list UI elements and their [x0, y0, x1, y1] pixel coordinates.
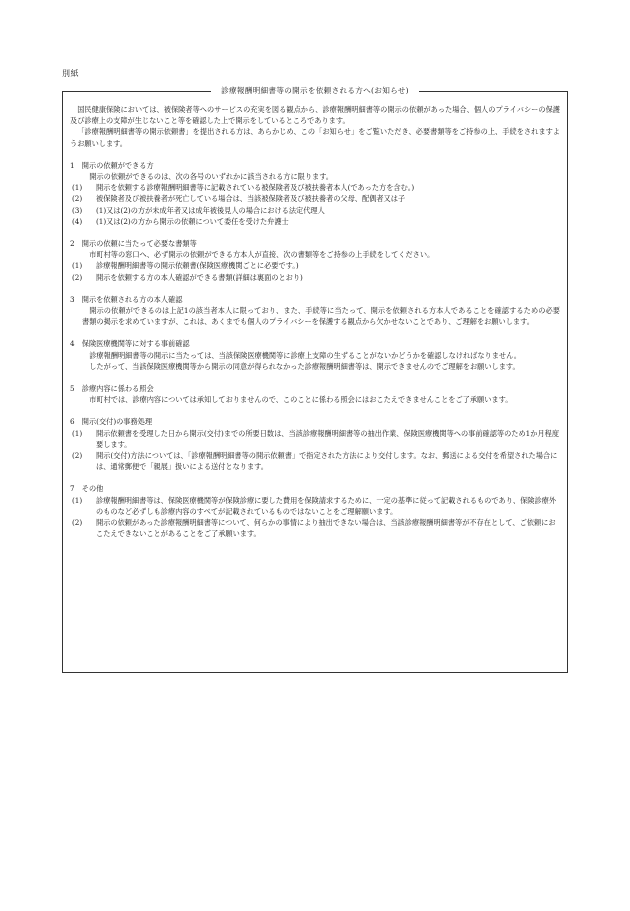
- section-5: [70, 383, 560, 405]
- section-body-text: 市町村等の窓口へ、必ず開示の依頼ができる方本人が直接、次の書類等をご持参の上手続をしてください。: [89, 250, 435, 260]
- section-body-text: 診療報酬明細書等の開示に当たっては、当該保険医療機関等に診療上支障の生ずることがないかどうかを確認しなければなりません。: [89, 350, 521, 360]
- list-item-text: (1)又は(2)の方から開示の依頼について委任を受けた弁護士: [96, 216, 289, 226]
- notice-title: 診療報酬明細書等の開示を依頼される方へ(お知らせ): [211, 86, 419, 95]
- attachment-label: 別紙: [62, 69, 79, 78]
- list-item: [70, 193, 560, 204]
- list-item: [70, 428, 560, 450]
- section-heading: 1 開示の依頼ができる方: [70, 160, 154, 170]
- list-item-text: 開示を依頼する方の本人確認ができる書類(詳細は裏面のとおり): [96, 272, 303, 282]
- list-item-number: (1): [72, 261, 83, 271]
- intro-paragraph: 「診療報酬明細書等の開示依頼書」を提出される方は、あらかじめ、この「お知らせ」をご覧いただき、必要書類等をご持参の上、手続をされますようお願いします。: [70, 127, 560, 148]
- list-item-text: 開示の依頼があった診療報酬明細書等について、何らかの事情により抽出できない場合は、当該診療報酬明細書等が不存在として、ご依頼におこたえできないことがあることをご了承願います。: [96, 518, 556, 539]
- list-item: [70, 216, 560, 227]
- section-2: [70, 238, 560, 283]
- intro-paragraph: 国民健康保険においては、被保険者等へのサービスの充実を図る観点から、診療報酬明細書等の開示の依頼があった場合、個人のプライバシーの保護及び診療上の支障が生じないこと等を確認した上で開示をしているところであります。: [70, 105, 560, 126]
- section-body-text: 開示の依頼ができるのは、次の各号のいずれかに該当される方に限ります。: [89, 172, 333, 182]
- list-item-number: (1): [72, 428, 83, 438]
- section-6: [70, 416, 560, 472]
- section-heading: 4 保険医療機関等に対する事前確認: [70, 339, 190, 349]
- section-4: [70, 338, 560, 372]
- list-item-text: 診療報酬明細書等は、保険医療機関等が保険診療に要した費用を保険請求するために、一定の基準に従って記載されるものであり、保険診療外のものなど必ずしも診療内容のすべてが記載されているものではないことをご理解願います。: [96, 495, 557, 516]
- list-item-text: 開示依頼書を受理した日から開示(交付)までの所要日数は、当該診療報酬明細書等の抽出作業、保険医療機関等への事前確認等のため1か月程度要します。: [96, 428, 560, 449]
- sections-container: [70, 160, 560, 540]
- list-item: [70, 517, 560, 539]
- section-body-text: 開示の依頼ができるのは上記1の該当者本人に限っており、また、手続等に当たって、開示を依頼される方本人であることを確認するための必要書類の掲示を求めていますが、これは、あくまでも個人のプライバシーを保護する観点から欠かせないことであり、ご理解をお願いします。: [82, 306, 560, 327]
- list-item-text: 開示(交付)方法については、「診療報酬明細書等の開示依頼書」で指定された方法により交付します。なお、郵送による交付を希望された場合には、通常郵便で「親展」扱いによる送付となります。: [96, 451, 558, 472]
- section-body-text: したがって、当該保険医療機関等から開示の同意が得られなかった診療報酬明細書等は、開示できませんのでご理解をお願いします。: [89, 361, 520, 371]
- list-item-number: (4): [72, 216, 83, 226]
- list-item-number: (1): [72, 183, 83, 193]
- list-item-text: 診療報酬明細書等の開示依頼書(保険医療機関ごとに必要です。): [96, 261, 299, 271]
- notice-title-wrap: [63, 85, 567, 96]
- section-heading: 3 開示を依頼される方の本人確認: [70, 294, 183, 304]
- list-item: [70, 205, 560, 216]
- section-heading: 5 診療内容に係わる照会: [70, 384, 154, 394]
- section-7: [70, 483, 560, 539]
- section-1: [70, 160, 560, 227]
- section-heading: 7 その他: [70, 484, 104, 494]
- list-item-number: (2): [72, 518, 83, 528]
- list-item: [70, 272, 560, 283]
- notice-body: [70, 104, 560, 540]
- list-item-text: 被保険者及び被扶養者が死亡している場合は、当該被保険者及び被扶養者の父母、配偶者又は子: [96, 194, 406, 204]
- notice-frame: [62, 86, 568, 673]
- list-item: [70, 495, 560, 517]
- list-item-text: (1)又は(2)の方が未成年者又は成年被後見人の場合における法定代理人: [96, 205, 325, 215]
- list-item-number: (1): [72, 495, 83, 505]
- list-item-number: (2): [72, 272, 83, 282]
- section-body-text: 市町村では、診療内容については承知しておりませんので、このことに係わる照会にはおこたえできませんことをご了承願います。: [89, 395, 513, 405]
- list-item-number: (2): [72, 194, 83, 204]
- list-item: [70, 260, 560, 271]
- list-item: [70, 450, 560, 472]
- list-item-text: 開示を依頼する診療報酬明細書等に記載されている被保険者及び被扶養者本人(であった方を含む。): [96, 183, 415, 193]
- section-heading: 6 開示(交付)の事務処理: [70, 417, 153, 427]
- list-item: [70, 182, 560, 193]
- list-item-number: (3): [72, 205, 83, 215]
- section-3: [70, 294, 560, 328]
- list-item-number: (2): [72, 451, 83, 461]
- section-heading: 2 開示の依頼に当たって必要な書類等: [70, 239, 197, 249]
